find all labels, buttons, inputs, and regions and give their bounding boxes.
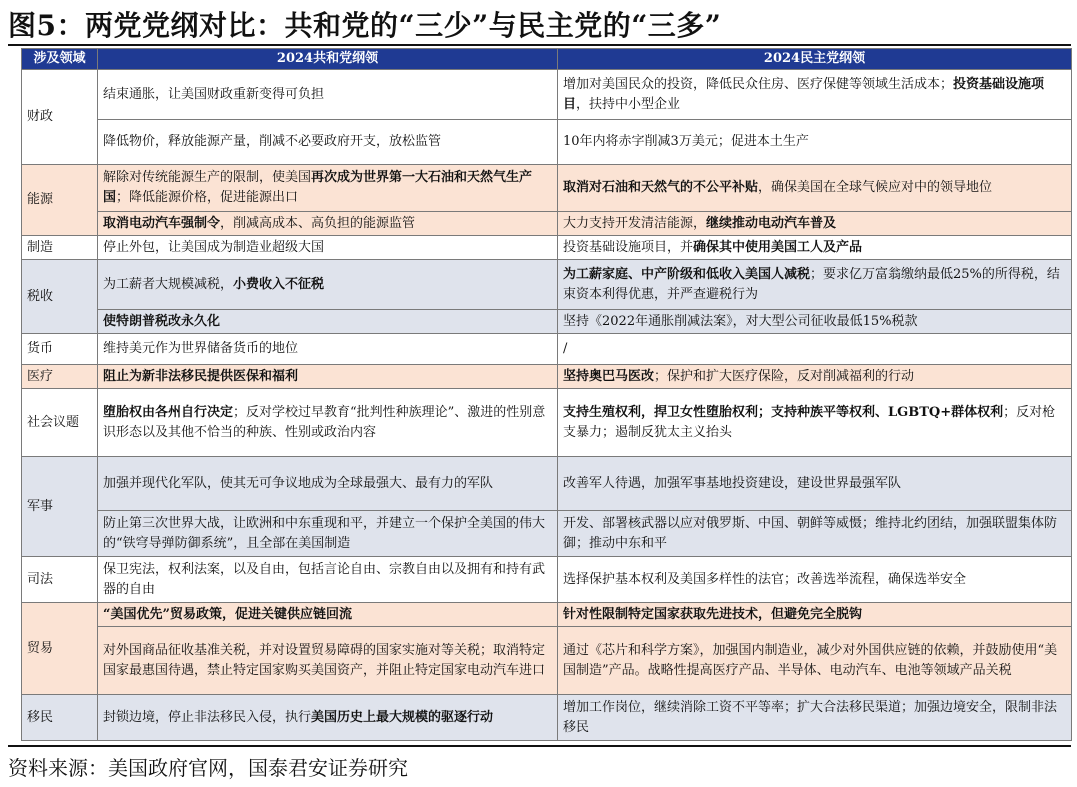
cell-text: ；降低能源价格，促进能源出口 bbox=[116, 190, 299, 205]
header-topic: 涉及领域 bbox=[22, 49, 98, 70]
cell-text: ；反对枪支暴力；遏制反犹太主义抬头 bbox=[563, 404, 1056, 440]
row-energy-1 bbox=[22, 165, 1072, 212]
rep-cell bbox=[98, 603, 558, 627]
topic-social: 社会议题 bbox=[22, 389, 98, 457]
cell-text: ；反对学校过早教育“批判性种族理论”、激进的性别意识形态以及其他不恰当的种族、性别或政治内容 bbox=[103, 404, 546, 440]
topic-immigration: 移民 bbox=[22, 695, 98, 741]
dem-cell bbox=[558, 627, 1072, 695]
dem-cell bbox=[558, 334, 1072, 365]
cell-text: 改善军人待遇，加强军事基地投资建设，建设世界最强军队 bbox=[563, 475, 902, 491]
emphasis-text: 取消电动汽车强制令 bbox=[103, 215, 221, 231]
cell-text: 停止外包，让美国成为制造业超级大国 bbox=[103, 239, 325, 255]
emphasis-text: “美国优先”贸易政策，促进关键供应链回流 bbox=[103, 606, 352, 622]
rep-cell bbox=[98, 627, 558, 695]
dem-cell bbox=[558, 165, 1072, 212]
rep-cell bbox=[98, 389, 558, 457]
header-row bbox=[22, 49, 1072, 70]
topic-currency: 货币 bbox=[22, 334, 98, 365]
dem-cell bbox=[558, 310, 1072, 334]
emphasis-text: 小费收入不征税 bbox=[233, 276, 325, 292]
cell-text: 对外国商品征收基准关税，并对设置贸易障碍的国家实施对等关税；取消特定国家最惠国待遇，禁止特定国家购买美国资产，并阻止特定国家电动汽车进口 bbox=[103, 642, 546, 678]
cell-text: 封锁边境，停止非法移民入侵，执行 bbox=[103, 709, 312, 725]
dem-cell bbox=[558, 212, 1072, 236]
dem-cell bbox=[558, 511, 1072, 557]
emphasis-text: 为工薪家庭、中产阶级和低收入美国人减税 bbox=[563, 266, 811, 282]
topic-military: 军事 bbox=[22, 457, 98, 557]
row-immigration bbox=[22, 695, 1072, 741]
emphasis-text: 堕胎权由各州自行决定 bbox=[103, 404, 234, 420]
emphasis-text: 阻止为新非法移民提供医保和福利 bbox=[103, 368, 299, 384]
title-divider bbox=[8, 44, 1071, 46]
rep-cell bbox=[98, 260, 558, 310]
cell-text: 维持美元作为世界储备货币的地位 bbox=[103, 341, 299, 356]
cell-text: 增加对美国民众的投资，降低民众住房、医疗保健等领域生活成本； bbox=[563, 76, 954, 92]
cell-text: ，扶持中小型企业 bbox=[576, 96, 681, 112]
header-democrat: 2024民主党纲领 bbox=[558, 49, 1072, 70]
dem-cell bbox=[558, 70, 1072, 120]
row-currency bbox=[22, 334, 1072, 365]
rep-cell bbox=[98, 212, 558, 236]
dem-cell bbox=[558, 260, 1072, 310]
cell-text: 10年内将赤字削减3万美元；促进本土生产 bbox=[563, 134, 809, 149]
emphasis-text: 确保其中使用美国工人及产品 bbox=[693, 239, 863, 255]
cell-text: 大力支持开发清洁能源， bbox=[563, 215, 707, 231]
row-healthcare bbox=[22, 365, 1072, 389]
cell-text: 降低物价，释放能源产量，削减不必要政府开支，放松监管 bbox=[103, 134, 442, 149]
dem-cell bbox=[558, 457, 1072, 511]
emphasis-text: 支持生殖权利，捍卫女性堕胎权利；支持种族平等权利、LGBTQ+群体权利 bbox=[563, 404, 1004, 420]
cell-text: ；要求亿万富翁缴纳最低25%的所得税，结束资本利得优惠，并严查避税行为 bbox=[563, 266, 1060, 302]
row-military-2 bbox=[22, 511, 1072, 557]
emphasis-text: 美国历史上最大规模的驱逐行动 bbox=[311, 709, 494, 725]
rep-cell bbox=[98, 457, 558, 511]
dem-cell bbox=[558, 603, 1072, 627]
header-republican: 2024共和党纲领 bbox=[98, 49, 558, 70]
cell-text: / bbox=[563, 341, 568, 356]
cell-text: ，削减高成本、高负担的能源监管 bbox=[220, 215, 416, 231]
row-fiscal-1 bbox=[22, 70, 1072, 120]
cell-text: ；保护和扩大医疗保险，反对削减福利的行动 bbox=[654, 368, 915, 384]
rep-cell bbox=[98, 557, 558, 603]
rep-cell bbox=[98, 695, 558, 741]
rep-cell bbox=[98, 310, 558, 334]
row-military-1 bbox=[22, 457, 1072, 511]
topic-fiscal: 财政 bbox=[22, 70, 98, 165]
dem-cell bbox=[558, 365, 1072, 389]
row-energy-2 bbox=[22, 212, 1072, 236]
topic-judicial: 司法 bbox=[22, 557, 98, 603]
dem-cell bbox=[558, 557, 1072, 603]
emphasis-text: 坚持奥巴马医改 bbox=[563, 368, 655, 384]
cell-text: 通过《芯片和科学方案》，加强国内制造业，减少对外国供应链的依赖，并鼓励使用“美国制造”产品。战略性提高医疗产品、半导体、电动汽车、电池等领域产品关税 bbox=[563, 642, 1058, 678]
row-trade-2 bbox=[22, 627, 1072, 695]
footer-divider bbox=[8, 745, 1071, 747]
cell-text: 加强并现代化军队，使其无可争议地成为全球最强大、最有力的军队 bbox=[103, 475, 494, 491]
rep-cell bbox=[98, 165, 558, 212]
dem-cell bbox=[558, 236, 1072, 260]
emphasis-text: 针对性限制特定国家获取先进技术，但避免完全脱钩 bbox=[563, 606, 863, 622]
topic-trade: 贸易 bbox=[22, 603, 98, 695]
cell-text: 选择保护基本权利及美国多样性的法官；改善选举流程，确保选举安全 bbox=[563, 571, 967, 587]
rep-cell bbox=[98, 236, 558, 260]
topic-manufacturing: 制造 bbox=[22, 236, 98, 260]
topic-healthcare: 医疗 bbox=[22, 365, 98, 389]
topic-energy: 能源 bbox=[22, 165, 98, 236]
rep-cell bbox=[98, 334, 558, 365]
emphasis-text: 使特朗普税改永久化 bbox=[103, 313, 221, 329]
cell-text: 解除对传统能源生产的限制，使美国 bbox=[103, 170, 312, 185]
cell-text: 结束通胀，让美国财政重新变得可负担 bbox=[103, 86, 325, 102]
row-judicial bbox=[22, 557, 1072, 603]
row-trade-1 bbox=[22, 603, 1072, 627]
rep-cell bbox=[98, 120, 558, 165]
emphasis-text: 继续推动电动汽车普及 bbox=[706, 215, 837, 231]
cell-text: 防止第三次世界大战，让欧洲和中东重现和平，并建立一个保护全美国的伟大的“铁穹导弹防御系统”，且全部在美国制造 bbox=[103, 515, 546, 551]
rep-cell bbox=[98, 511, 558, 557]
row-fiscal-2 bbox=[22, 120, 1072, 165]
dem-cell bbox=[558, 389, 1072, 457]
dem-cell bbox=[558, 695, 1072, 741]
dem-cell bbox=[558, 120, 1072, 165]
rep-cell bbox=[98, 365, 558, 389]
cell-text: 坚持《2022年通胀削减法案》，对大型公司征收最低15%税款 bbox=[563, 313, 918, 329]
emphasis-text: 再次成为世界第一大石油和天然气生产国 bbox=[103, 170, 533, 205]
figure-title: 图5：两党党纲对比：共和党的“三少”与民主党的“三多” bbox=[8, 9, 722, 42]
cell-text: 开发、部署核武器以应对俄罗斯、中国、朝鲜等威慑；维持北约团结，加强联盟集体防御；推动中东和平 bbox=[563, 515, 1058, 551]
comparison-table bbox=[21, 48, 1072, 741]
row-tax-1 bbox=[22, 260, 1072, 310]
topic-tax: 税收 bbox=[22, 260, 98, 334]
row-tax-2 bbox=[22, 310, 1072, 334]
source-note: 资料来源：美国政府官网，国泰君安证券研究 bbox=[8, 756, 408, 780]
cell-text: ，确保美国在全球气候应对中的领导地位 bbox=[758, 180, 993, 195]
cell-text: 保卫宪法，权利法案，以及自由，包括言论自由、宗教自由以及拥有和持有武器的自由 bbox=[103, 561, 546, 597]
cell-text: 为工薪者大规模减税， bbox=[103, 276, 234, 292]
emphasis-text: 取消对石油和天然气的不公平补贴 bbox=[563, 180, 759, 195]
rep-cell bbox=[98, 70, 558, 120]
cell-text: 增加工作岗位，继续消除工资不平等率；扩大合法移民渠道；加强边境安全，限制非法移民 bbox=[563, 699, 1058, 735]
emphasis-text: 投资基础设施项目 bbox=[563, 76, 1045, 112]
cell-text: 投资基础设施项目，并 bbox=[563, 239, 694, 255]
row-social bbox=[22, 389, 1072, 457]
row-manufacturing bbox=[22, 236, 1072, 260]
